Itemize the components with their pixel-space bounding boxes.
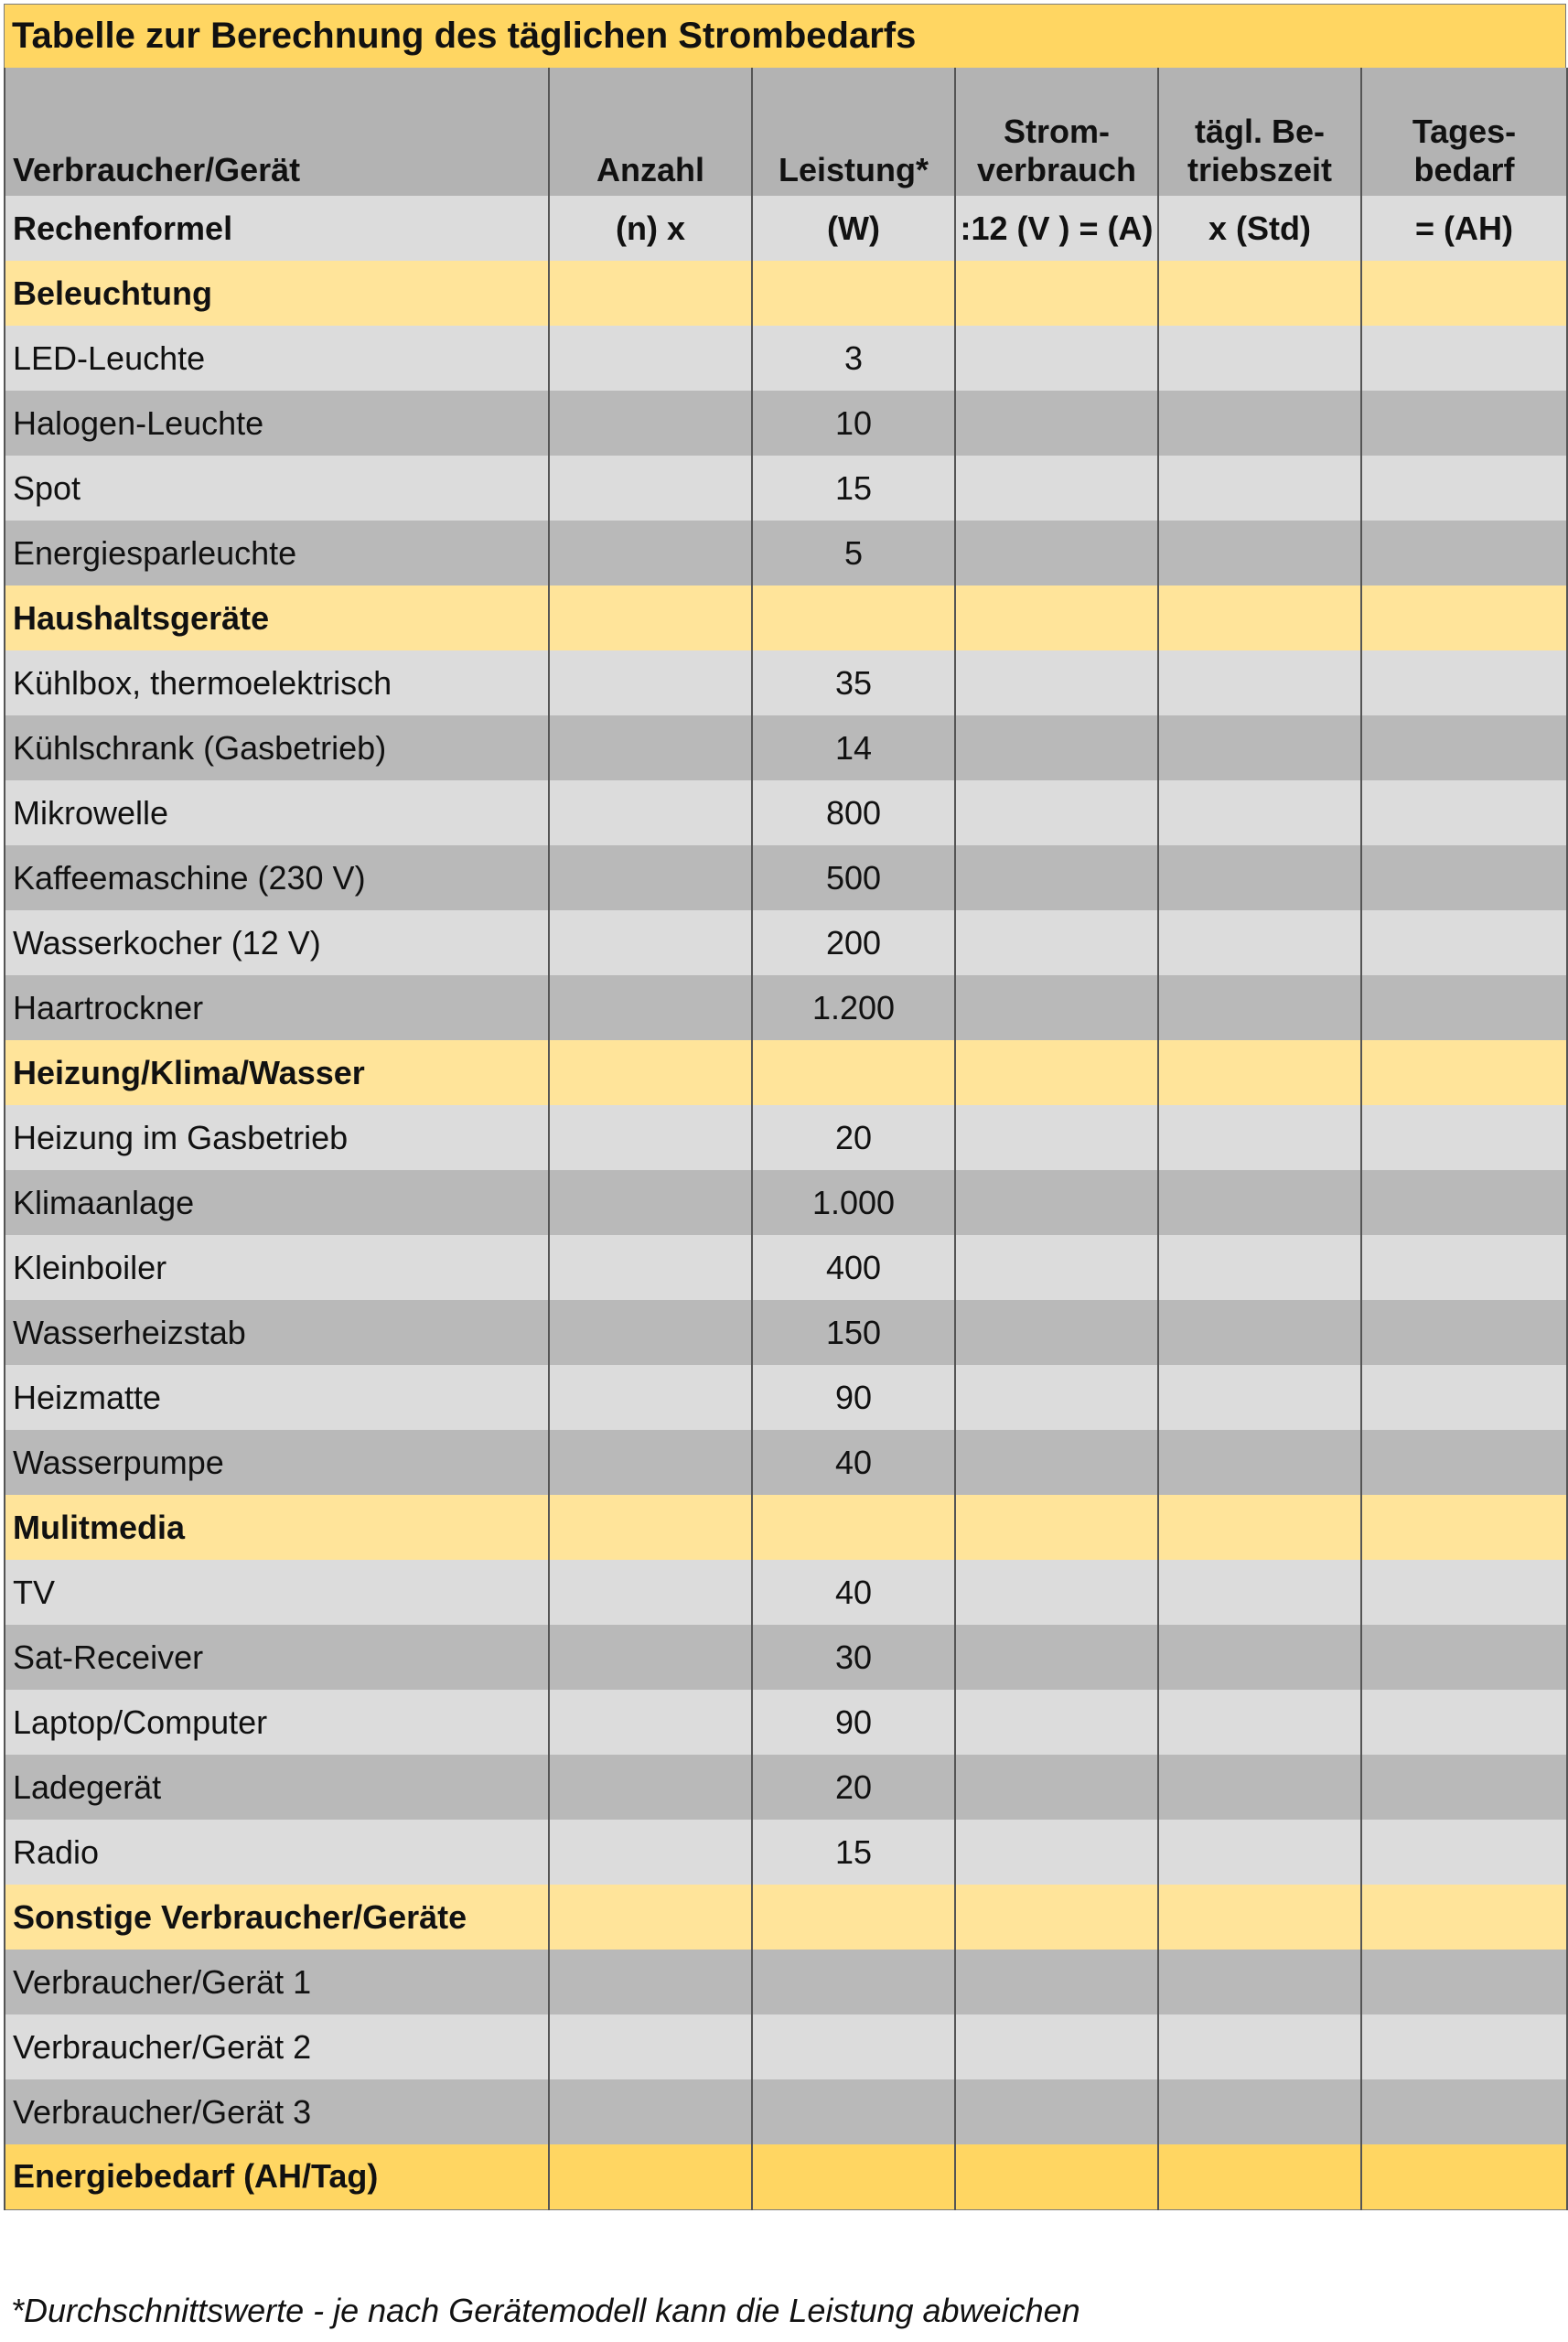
count-cell[interactable] bbox=[549, 780, 752, 845]
runtime-cell[interactable] bbox=[1158, 780, 1361, 845]
current-cell[interactable] bbox=[955, 2014, 1158, 2079]
category-empty-cell bbox=[1158, 586, 1361, 650]
category-empty-cell bbox=[1158, 261, 1361, 326]
runtime-cell[interactable] bbox=[1158, 845, 1361, 910]
category-row bbox=[5, 1885, 1567, 1950]
daily-need-cell[interactable] bbox=[1361, 910, 1567, 975]
total-empty-cell bbox=[955, 2144, 1158, 2209]
device-name: Laptop/Computer bbox=[5, 1690, 549, 1755]
device-name: Mikrowelle bbox=[5, 780, 549, 845]
header-row bbox=[5, 68, 1567, 196]
device-name: Klimaanlage bbox=[5, 1170, 549, 1235]
daily-need-cell[interactable] bbox=[1361, 391, 1567, 456]
runtime-cell[interactable] bbox=[1158, 326, 1361, 391]
category-empty-cell bbox=[1361, 586, 1567, 650]
count-cell[interactable] bbox=[549, 715, 752, 780]
current-cell[interactable] bbox=[955, 326, 1158, 391]
count-cell[interactable] bbox=[549, 1235, 752, 1300]
count-cell[interactable] bbox=[549, 1300, 752, 1365]
power-cell: 150 bbox=[752, 1300, 955, 1365]
runtime-cell[interactable] bbox=[1158, 521, 1361, 586]
runtime-cell[interactable] bbox=[1158, 975, 1361, 1040]
power-table bbox=[4, 68, 1568, 2210]
count-cell[interactable] bbox=[549, 2014, 752, 2079]
current-cell[interactable] bbox=[955, 1690, 1158, 1755]
power-cell: 500 bbox=[752, 845, 955, 910]
header-runtime: tägl. Be- triebszeit bbox=[1158, 68, 1361, 196]
current-cell[interactable] bbox=[955, 1820, 1158, 1885]
total-empty-cell bbox=[1158, 2144, 1361, 2209]
formula-current: :12 (V ) = (A) bbox=[955, 196, 1158, 261]
count-cell[interactable] bbox=[549, 1560, 752, 1625]
daily-need-cell[interactable] bbox=[1361, 975, 1567, 1040]
count-cell[interactable] bbox=[549, 326, 752, 391]
daily-need-cell[interactable] bbox=[1361, 1560, 1567, 1625]
category-empty-cell bbox=[1361, 1040, 1567, 1105]
formula-count: (n) x bbox=[549, 196, 752, 261]
runtime-cell[interactable] bbox=[1158, 391, 1361, 456]
current-cell[interactable] bbox=[955, 521, 1158, 586]
count-cell[interactable] bbox=[549, 910, 752, 975]
daily-need-cell[interactable] bbox=[1361, 1755, 1567, 1820]
daily-need-cell[interactable] bbox=[1361, 1235, 1567, 1300]
current-cell[interactable] bbox=[955, 1235, 1158, 1300]
formula-power: (W) bbox=[752, 196, 955, 261]
category-empty-cell bbox=[955, 1495, 1158, 1560]
device-name: Radio bbox=[5, 1820, 549, 1885]
device-row bbox=[5, 2014, 1567, 2079]
device-row bbox=[5, 650, 1567, 715]
runtime-cell[interactable] bbox=[1158, 715, 1361, 780]
power-cell: 20 bbox=[752, 1105, 955, 1170]
category-label: Mulitmedia bbox=[5, 1495, 549, 1560]
device-name: Sat-Receiver bbox=[5, 1625, 549, 1690]
power-cell: 800 bbox=[752, 780, 955, 845]
total-empty-cell bbox=[549, 2144, 752, 2209]
runtime-cell[interactable] bbox=[1158, 456, 1361, 521]
device-row bbox=[5, 1105, 1567, 1170]
current-cell[interactable] bbox=[955, 391, 1158, 456]
category-empty-cell bbox=[752, 261, 955, 326]
category-label: Beleuchtung bbox=[5, 261, 549, 326]
header-device: Verbraucher/Gerät bbox=[5, 68, 549, 196]
power-cell: 40 bbox=[752, 1560, 955, 1625]
device-row bbox=[5, 1625, 1567, 1690]
device-name: Kühlbox, thermoelektrisch bbox=[5, 650, 549, 715]
power-cell: 30 bbox=[752, 1625, 955, 1690]
total-empty-cell bbox=[752, 2144, 955, 2209]
current-cell[interactable] bbox=[955, 1365, 1158, 1430]
formula-runtime: x (Std) bbox=[1158, 196, 1361, 261]
table-title: Tabelle zur Berechnung des täglichen Strombedarfs bbox=[4, 4, 1566, 68]
category-empty-cell bbox=[955, 586, 1158, 650]
total-value-cell[interactable] bbox=[1361, 2144, 1567, 2209]
daily-need-cell[interactable] bbox=[1361, 1105, 1567, 1170]
device-name: Spot bbox=[5, 456, 549, 521]
category-empty-cell bbox=[955, 1885, 1158, 1950]
count-cell[interactable] bbox=[549, 1950, 752, 2014]
category-empty-cell bbox=[549, 1040, 752, 1105]
header-current: Strom- verbrauch bbox=[955, 68, 1158, 196]
device-row bbox=[5, 1300, 1567, 1365]
device-name: Wasserpumpe bbox=[5, 1430, 549, 1495]
current-cell[interactable] bbox=[955, 845, 1158, 910]
header-daily: Tages- bedarf bbox=[1361, 68, 1567, 196]
daily-need-cell[interactable] bbox=[1361, 715, 1567, 780]
category-row bbox=[5, 1495, 1567, 1560]
power-cell: 14 bbox=[752, 715, 955, 780]
device-name: Haartrockner bbox=[5, 975, 549, 1040]
footnote: *Durchschnittswerte - je nach Gerätemodell kann die Leistung abweichen bbox=[11, 2292, 1080, 2329]
category-empty-cell bbox=[1361, 1885, 1567, 1950]
runtime-cell[interactable] bbox=[1158, 1170, 1361, 1235]
device-row bbox=[5, 1235, 1567, 1300]
current-cell[interactable] bbox=[955, 780, 1158, 845]
device-name: Halogen-Leuchte bbox=[5, 391, 549, 456]
daily-need-cell[interactable] bbox=[1361, 1170, 1567, 1235]
category-label: Sonstige Verbraucher/Geräte bbox=[5, 1885, 549, 1950]
runtime-cell[interactable] bbox=[1158, 1300, 1361, 1365]
daily-need-cell[interactable] bbox=[1361, 1625, 1567, 1690]
total-label: Energiebedarf (AH/Tag) bbox=[5, 2144, 549, 2209]
daily-need-cell[interactable] bbox=[1361, 456, 1567, 521]
device-name: TV bbox=[5, 1560, 549, 1625]
device-row bbox=[5, 715, 1567, 780]
count-cell[interactable] bbox=[549, 1365, 752, 1430]
daily-need-cell[interactable] bbox=[1361, 1690, 1567, 1755]
power-cell: 200 bbox=[752, 910, 955, 975]
device-row bbox=[5, 2079, 1567, 2144]
category-empty-cell bbox=[752, 586, 955, 650]
formula-label: Rechenformel bbox=[5, 196, 549, 261]
device-row bbox=[5, 845, 1567, 910]
device-name: Verbraucher/Gerät 1 bbox=[5, 1950, 549, 2014]
current-cell[interactable] bbox=[955, 1560, 1158, 1625]
power-cell: 3 bbox=[752, 326, 955, 391]
daily-need-cell[interactable] bbox=[1361, 650, 1567, 715]
device-row bbox=[5, 456, 1567, 521]
runtime-cell[interactable] bbox=[1158, 1690, 1361, 1755]
count-cell[interactable] bbox=[549, 1170, 752, 1235]
power-cell: 15 bbox=[752, 1820, 955, 1885]
current-cell[interactable] bbox=[955, 1170, 1158, 1235]
count-cell[interactable] bbox=[549, 391, 752, 456]
power-cell: 90 bbox=[752, 1690, 955, 1755]
current-cell[interactable] bbox=[955, 975, 1158, 1040]
category-empty-cell bbox=[549, 1885, 752, 1950]
power-cell: 400 bbox=[752, 1235, 955, 1300]
device-name: Kleinboiler bbox=[5, 1235, 549, 1300]
power-cell: 40 bbox=[752, 1430, 955, 1495]
runtime-cell[interactable] bbox=[1158, 1560, 1361, 1625]
device-name: Wasserkocher (12 V) bbox=[5, 910, 549, 975]
total-row bbox=[5, 2144, 1567, 2209]
device-name: Verbraucher/Gerät 2 bbox=[5, 2014, 549, 2079]
runtime-cell[interactable] bbox=[1158, 650, 1361, 715]
runtime-cell[interactable] bbox=[1158, 1950, 1361, 2014]
device-name: LED-Leuchte bbox=[5, 326, 549, 391]
header-power: Leistung* bbox=[752, 68, 955, 196]
category-empty-cell bbox=[1361, 261, 1567, 326]
runtime-cell[interactable] bbox=[1158, 1625, 1361, 1690]
count-cell[interactable] bbox=[549, 1820, 752, 1885]
power-cell bbox=[752, 1950, 955, 2014]
formula-daily: = (AH) bbox=[1361, 196, 1567, 261]
device-row bbox=[5, 975, 1567, 1040]
category-empty-cell bbox=[549, 586, 752, 650]
device-row bbox=[5, 1170, 1567, 1235]
current-cell[interactable] bbox=[955, 1105, 1158, 1170]
category-empty-cell bbox=[955, 1040, 1158, 1105]
power-cell: 35 bbox=[752, 650, 955, 715]
power-cell: 1.200 bbox=[752, 975, 955, 1040]
count-cell[interactable] bbox=[549, 1755, 752, 1820]
runtime-cell[interactable] bbox=[1158, 1365, 1361, 1430]
category-row bbox=[5, 1040, 1567, 1105]
device-row bbox=[5, 1755, 1567, 1820]
daily-need-cell[interactable] bbox=[1361, 2079, 1567, 2144]
device-row bbox=[5, 910, 1567, 975]
runtime-cell[interactable] bbox=[1158, 1755, 1361, 1820]
formula-row bbox=[5, 196, 1567, 261]
device-name: Kaffeemaschine (230 V) bbox=[5, 845, 549, 910]
runtime-cell[interactable] bbox=[1158, 910, 1361, 975]
current-cell[interactable] bbox=[955, 1950, 1158, 2014]
power-cell: 20 bbox=[752, 1755, 955, 1820]
power-cell: 15 bbox=[752, 456, 955, 521]
count-cell[interactable] bbox=[549, 1105, 752, 1170]
category-empty-cell bbox=[549, 261, 752, 326]
count-cell[interactable] bbox=[549, 975, 752, 1040]
category-label: Haushaltsgeräte bbox=[5, 586, 549, 650]
current-cell[interactable] bbox=[955, 715, 1158, 780]
device-name: Wasserheizstab bbox=[5, 1300, 549, 1365]
daily-need-cell[interactable] bbox=[1361, 1430, 1567, 1495]
device-row bbox=[5, 1560, 1567, 1625]
category-empty-cell bbox=[1361, 1495, 1567, 1560]
device-name: Ladegerät bbox=[5, 1755, 549, 1820]
count-cell[interactable] bbox=[549, 521, 752, 586]
current-cell[interactable] bbox=[955, 1430, 1158, 1495]
current-cell[interactable] bbox=[955, 910, 1158, 975]
device-row bbox=[5, 1820, 1567, 1885]
count-cell[interactable] bbox=[549, 456, 752, 521]
category-empty-cell bbox=[549, 1495, 752, 1560]
device-name: Verbraucher/Gerät 3 bbox=[5, 2079, 549, 2144]
power-cell bbox=[752, 2014, 955, 2079]
count-cell[interactable] bbox=[549, 1625, 752, 1690]
category-empty-cell bbox=[1158, 1885, 1361, 1950]
category-row bbox=[5, 261, 1567, 326]
device-name: Heizmatte bbox=[5, 1365, 549, 1430]
daily-need-cell[interactable] bbox=[1361, 326, 1567, 391]
daily-need-cell[interactable] bbox=[1361, 1950, 1567, 2014]
category-row bbox=[5, 586, 1567, 650]
power-cell: 90 bbox=[752, 1365, 955, 1430]
current-cell[interactable] bbox=[955, 1625, 1158, 1690]
count-cell[interactable] bbox=[549, 650, 752, 715]
device-row bbox=[5, 326, 1567, 391]
count-cell[interactable] bbox=[549, 2079, 752, 2144]
category-label: Heizung/Klima/Wasser bbox=[5, 1040, 549, 1105]
daily-need-cell[interactable] bbox=[1361, 1300, 1567, 1365]
device-row bbox=[5, 391, 1567, 456]
daily-need-cell[interactable] bbox=[1361, 2014, 1567, 2079]
runtime-cell[interactable] bbox=[1158, 2014, 1361, 2079]
header-count: Anzahl bbox=[549, 68, 752, 196]
count-cell[interactable] bbox=[549, 1690, 752, 1755]
daily-need-cell[interactable] bbox=[1361, 845, 1567, 910]
daily-need-cell[interactable] bbox=[1361, 1820, 1567, 1885]
power-cell bbox=[752, 2079, 955, 2144]
current-cell[interactable] bbox=[955, 650, 1158, 715]
category-empty-cell bbox=[1158, 1040, 1361, 1105]
device-row bbox=[5, 780, 1567, 845]
power-table-sheet bbox=[4, 4, 1566, 2210]
device-name: Heizung im Gasbetrieb bbox=[5, 1105, 549, 1170]
device-name: Kühlschrank (Gasbetrieb) bbox=[5, 715, 549, 780]
current-cell[interactable] bbox=[955, 1755, 1158, 1820]
daily-need-cell[interactable] bbox=[1361, 780, 1567, 845]
category-empty-cell bbox=[752, 1495, 955, 1560]
runtime-cell[interactable] bbox=[1158, 1820, 1361, 1885]
device-row bbox=[5, 521, 1567, 586]
category-empty-cell bbox=[752, 1040, 955, 1105]
daily-need-cell[interactable] bbox=[1361, 521, 1567, 586]
current-cell[interactable] bbox=[955, 456, 1158, 521]
count-cell[interactable] bbox=[549, 1430, 752, 1495]
category-empty-cell bbox=[752, 1885, 955, 1950]
runtime-cell[interactable] bbox=[1158, 1105, 1361, 1170]
daily-need-cell[interactable] bbox=[1361, 1365, 1567, 1430]
device-name: Energiesparleuchte bbox=[5, 521, 549, 586]
runtime-cell[interactable] bbox=[1158, 1235, 1361, 1300]
device-row bbox=[5, 1690, 1567, 1755]
power-cell: 1.000 bbox=[752, 1170, 955, 1235]
current-cell[interactable] bbox=[955, 2079, 1158, 2144]
category-empty-cell bbox=[1158, 1495, 1361, 1560]
runtime-cell[interactable] bbox=[1158, 1430, 1361, 1495]
device-row bbox=[5, 1950, 1567, 2014]
power-cell: 10 bbox=[752, 391, 955, 456]
device-row bbox=[5, 1430, 1567, 1495]
category-empty-cell bbox=[955, 261, 1158, 326]
count-cell[interactable] bbox=[549, 845, 752, 910]
device-row bbox=[5, 1365, 1567, 1430]
current-cell[interactable] bbox=[955, 1300, 1158, 1365]
runtime-cell[interactable] bbox=[1158, 2079, 1361, 2144]
power-cell: 5 bbox=[752, 521, 955, 586]
